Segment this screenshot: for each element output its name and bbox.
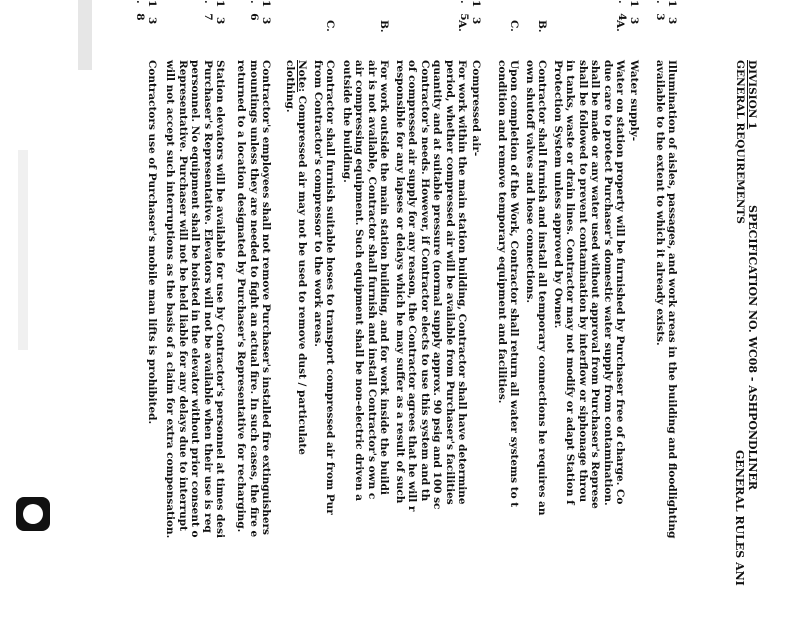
division-header (733, 60, 758, 224)
registration-mark-icon (16, 497, 50, 531)
item-text: Water supply- (628, 60, 640, 142)
item-number: 1 3 . 6 (247, 0, 272, 28)
item-number: 1 3 . 4 (615, 0, 640, 28)
sub-label: A. (614, 20, 626, 32)
note-text: Note: Compressed air may not be used to remove dust / particulate clothing. (283, 60, 308, 455)
item-number: 1 3 . 8 (133, 0, 158, 28)
item-text: Compressed air- (470, 60, 482, 157)
item-number: 1 3 . 5 (457, 0, 482, 28)
sub-label: B. (536, 20, 548, 33)
sub-label: A. (456, 20, 468, 32)
item-text: Contractors use of Purchaser's mobile man lifts is prohibited. (146, 60, 158, 425)
sub-label: B. (378, 20, 390, 33)
item-text: Illumination of aisles, passages, and work areas in the building and floodlighting available to the extent to which it already exists. (653, 60, 678, 539)
item-text: For work outside the main station building, and for work inside the buildi air is not available, Contractor shall furnish and install Contractor's own c air compressing equipment. Such equipment shall be non-electric driven a outside the building. (340, 60, 390, 502)
item-text: Contractor shall furnish suitable hoses to transport compressed air from Pur from Contractor's compressor to the work areas. (311, 60, 336, 515)
item-text: Contractor's employees shall not remove Purchaser's installed fire extinguishers mountings unless they are needed to fight an actual fire. In such cases, the fire e returned to a location designated by Purchaser's Representative for recharging. (235, 60, 272, 538)
item-number: 1 3 . 3 (653, 0, 678, 28)
item-text: Water on station property will be furnished by Purchaser free of charge. Co due care to protect Purchaser's domestic water supply from contamination. shall be made or any water used without approval from Purchaser's Represe shall be followed to prevent contamination by interflow or siphonage throu in tanks, waste or drain lines. Contractor may not modify or adapt Station f Protection System unless approved by Owner. (551, 60, 626, 509)
item-text: Upon completion of the Work, Contractor shall return all water systems to t condition and remove temporary equipment and facilities. (495, 60, 520, 508)
rules-title: GENERAL RULES ANI (733, 450, 746, 586)
sub-label: C. (324, 20, 336, 32)
spec-title: SPECIFICATION NO. WC08 - ASHPONDLINER (746, 205, 759, 491)
item-text: For work within the main station building, Contractor shall have determine period, whether compressed air will be available from Purchaser's facilities quantity and at suitable pressure (normal supply approx. 90 psig and 100 sc Contractor's needs. However, if Contractor elects to use this system and th of compressed air supply for any reason, the Contractor agrees that he will r responsible for any lapses or delays which he may suffer as a result of such (393, 60, 468, 512)
item-text: Contractor shall furnish and install all temporary connections he requires an own shutoff valves and hose connections. (523, 60, 548, 516)
item-number: 1 3 . 7 (201, 0, 226, 28)
section-label: GENERAL REQUIREMENTS (733, 60, 746, 224)
item-text: Station elevators will be available for use by Contractor's personnel at times desi Purchaser's Representative. Elevators will not be available when their use is req personnel. No equipment shall be hoisted in the elevator without prior consent o Representative. Purchaser will not be held liable for any delays due to interrupt will not accept such interruptions as the basis of a claim for extra compensation. (164, 60, 226, 539)
sub-label: C. (508, 20, 520, 32)
division-label: DIVISION 1 (746, 60, 758, 130)
